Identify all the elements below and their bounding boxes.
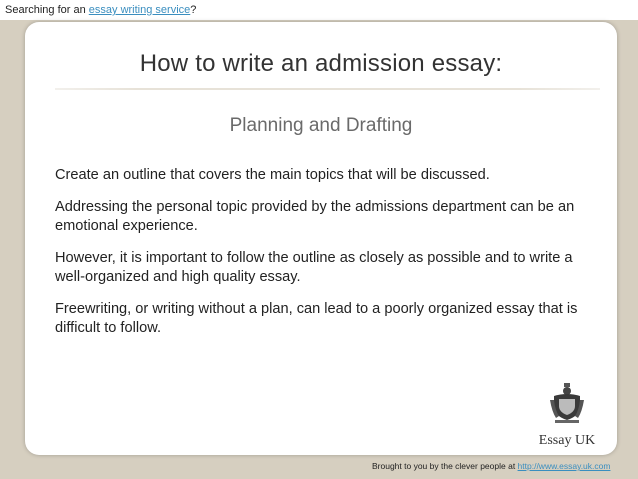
footer-prefix: Brought to you by the clever people at (372, 461, 518, 471)
logo-text: Essay UK (538, 433, 596, 448)
slide-subtitle: Planning and Drafting (229, 115, 413, 136)
crest-icon (550, 382, 584, 426)
paragraph-freewriting: Freewriting, or writing without a plan, can lead to a poorly organized essay that is difficult to follow. (55, 301, 578, 336)
essay-service-link[interactable]: essay writing service (88, 4, 191, 16)
paragraph-follow-outline: However, it is important to follow the outline as closely as possible and to write a well-organized and high quality essay. (55, 250, 573, 285)
footer-credit (372, 461, 610, 471)
title-divider (55, 88, 600, 90)
top-banner (0, 0, 638, 20)
banner-prefix: Searching for an (5, 4, 89, 16)
paragraph-outline: Create an outline that covers the main topics that will be discussed. (55, 167, 490, 183)
footer-link[interactable]: http://www.essay.uk.com (517, 461, 611, 471)
essay-uk-logo (537, 382, 597, 447)
slide-title: How to write an admission essay: (139, 50, 503, 77)
slide-body (55, 166, 605, 351)
slide-card (25, 22, 617, 455)
banner-suffix: ? (190, 4, 197, 16)
paragraph-personal-topic: Addressing the personal topic provided by the admissions department can be an emotional experience. (55, 199, 575, 234)
